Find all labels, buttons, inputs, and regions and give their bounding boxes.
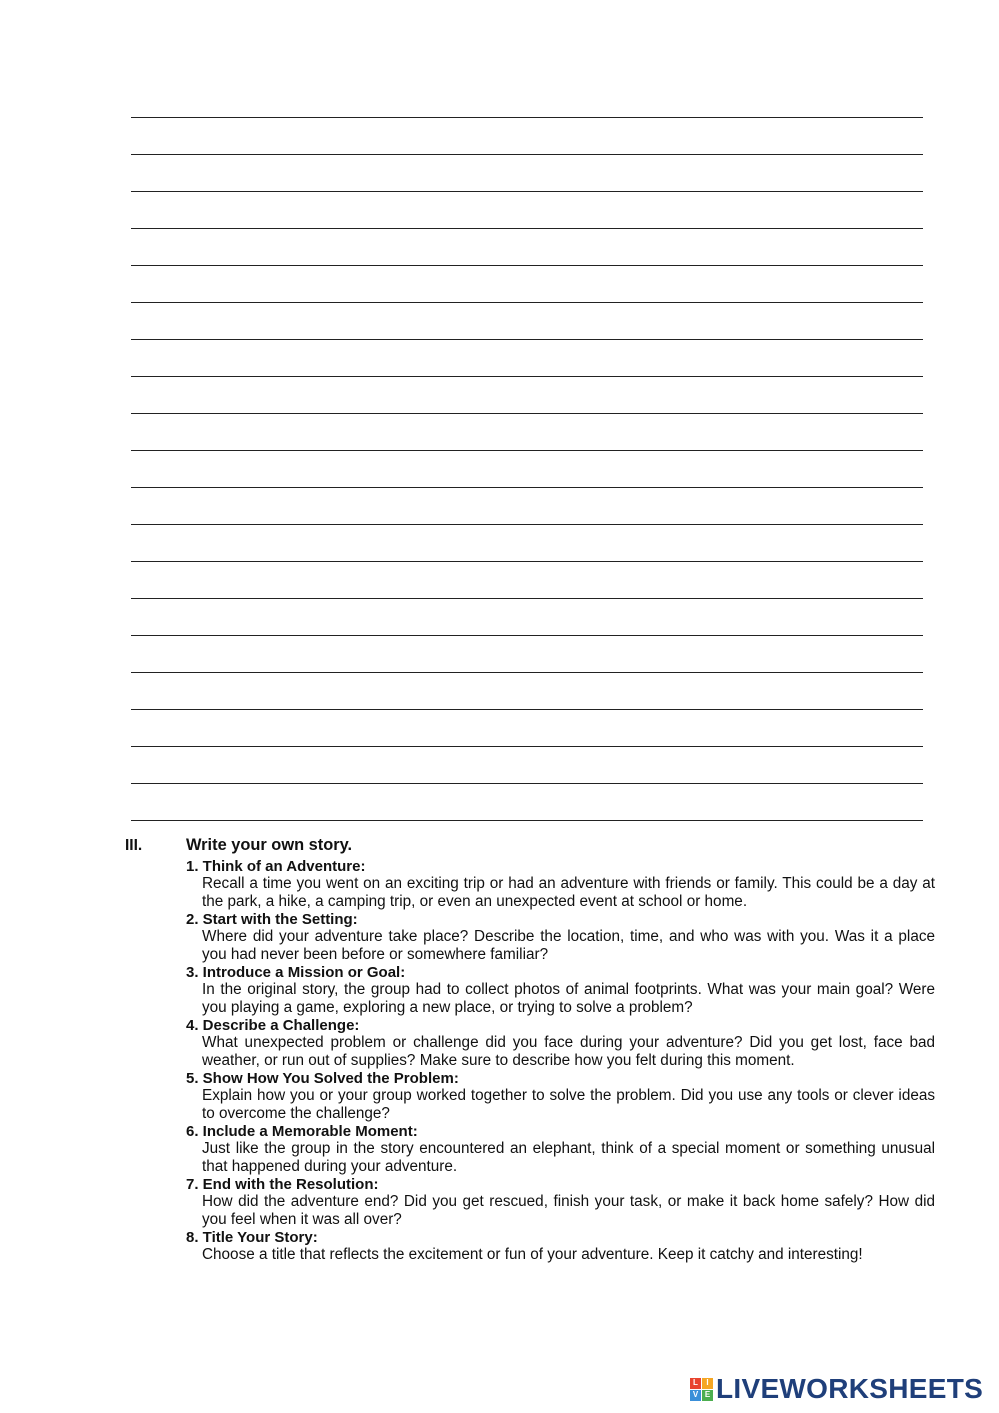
step-title: 6. Include a Memorable Moment:: [186, 1123, 418, 1140]
step-title: 8. Title Your Story:: [186, 1229, 318, 1246]
writing-line[interactable]: [131, 339, 923, 340]
writing-line[interactable]: [131, 746, 923, 747]
step-title: 7. End with the Resolution:: [186, 1176, 379, 1193]
writing-line[interactable]: [131, 376, 923, 377]
logo-mark-icon: [690, 1378, 713, 1401]
writing-line[interactable]: [131, 820, 923, 821]
story-instructions-section: [125, 836, 935, 1264]
step-item: [186, 911, 935, 964]
logo-mark-tile: V: [690, 1390, 701, 1401]
liveworksheets-logo: [690, 1373, 983, 1405]
logo-text: LIVEWORKSHEETS: [716, 1373, 984, 1404]
section-header: [125, 836, 935, 858]
step-body: Just like the group in the story encountered an elephant, think of a special moment or something unusual that happened during your adventure.: [202, 1140, 935, 1175]
logo-mark-tile: I: [702, 1378, 713, 1389]
step-title: 5. Show How You Solved the Problem:: [186, 1070, 459, 1087]
step-title: 2. Start with the Setting:: [186, 911, 358, 928]
writing-line[interactable]: [131, 450, 923, 451]
writing-line[interactable]: [131, 154, 923, 155]
writing-line[interactable]: [131, 302, 923, 303]
logo-mark-tile: E: [702, 1390, 713, 1401]
logo-mark-tile: L: [690, 1378, 701, 1389]
writing-line[interactable]: [131, 524, 923, 525]
writing-line[interactable]: [131, 191, 923, 192]
step-body: In the original story, the group had to collect photos of animal footprints. What was your main goal? Were you playing a game, exploring a new place, or trying to solve a problem?: [202, 981, 935, 1016]
step-body: Choose a title that reflects the excitement or fun of your adventure. Keep it catchy and interesting!: [202, 1246, 863, 1263]
writing-line[interactable]: [131, 487, 923, 488]
step-item: [186, 1176, 935, 1229]
step-item: [186, 1017, 935, 1070]
writing-lines-area: [131, 0, 923, 830]
writing-line[interactable]: [131, 228, 923, 229]
step-body: Recall a time you went on an exciting trip or had an adventure with friends or family. This could be a day at the park, a hike, a camping trip, or even an unexpected event at school or home.: [202, 875, 935, 910]
step-item: [186, 964, 935, 1017]
step-item: [186, 858, 935, 911]
step-item: [186, 1229, 935, 1264]
step-list: [186, 858, 935, 1264]
writing-line[interactable]: [131, 265, 923, 266]
section-heading: Write your own story.: [186, 836, 353, 854]
writing-line[interactable]: [131, 635, 923, 636]
writing-line[interactable]: [131, 117, 923, 118]
step-body: Where did your adventure take place? Describe the location, time, and who was with you. Was it a place you had never been before or somewhere familiar?: [202, 928, 935, 963]
step-item: [186, 1070, 935, 1123]
step-body: Explain how you or your group worked together to solve the problem. Did you use any tools or clever ideas to overcome the challenge?: [202, 1087, 935, 1122]
writing-line[interactable]: [131, 783, 923, 784]
writing-line[interactable]: [131, 672, 923, 673]
step-body: How did the adventure end? Did you get rescued, finish your task, or make it back home safely? How did you feel when it was all over?: [202, 1193, 935, 1228]
writing-line[interactable]: [131, 413, 923, 414]
writing-line[interactable]: [131, 598, 923, 599]
step-title: 1. Think of an Adventure:: [186, 858, 366, 875]
step-body: What unexpected problem or challenge did you face during your adventure? Did you get lost, face bad weather, or run out of supplies? Make sure to describe how you felt during this moment.: [202, 1034, 935, 1069]
step-item: [186, 1123, 935, 1176]
writing-line[interactable]: [131, 709, 923, 710]
section-number: III.: [125, 837, 143, 854]
step-title: 4. Describe a Challenge:: [186, 1017, 360, 1034]
writing-line[interactable]: [131, 561, 923, 562]
step-title: 3. Introduce a Mission or Goal:: [186, 964, 406, 981]
